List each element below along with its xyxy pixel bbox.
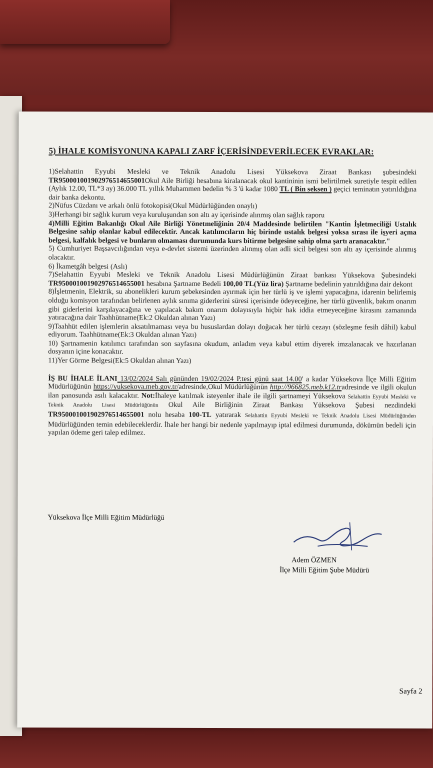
item-10: 10) Şartnamenin katılımcı tarafından son sayfasına okudum, anladım veya kabul ettim diyerek imzalanacak ve hazırlanan dosyanın içine konacaktır.	[48, 339, 417, 357]
item-2: 2)Nüfus Cüzdanı ve arkalı önlü fotokopisi(Okul Müdürlüğünden onaylı)	[48, 201, 258, 211]
item-9: 9)Taahhüt edilen işlemlerin aksatılmaması veya bu hususlardan dolayı doğacak her türlü cezayı (sözleşme fesih dâhil) kabul ediyorum. Taahhütname(Ek:3 Okuldan alınan Yazı)	[48, 322, 417, 340]
notice-paragraph: İŞ BU İHALE İLANI 13/02/2024 Salı gününden 19/02/2024 P.tesi günü saat 14.00' a kadar Yüksekova İlçe Milli Eğitim Müdürlüğünün https://yuksekova.meb.gov.tr/adresinde,Okul Müdürlüğünün http://966825.meb.k12.tradresinde ve ilgili okulun ilan panosunda asılı kalacaktır. Not:İhaleye katılmak isteyenler ihale ile ilgili şartnameyi Yüksekova Selahattin Eyyubi Mesleki ve Teknik Anadolu Lisesi Müdürlüğünün Okul Aile Birliğinin Ziraat Bankası Yüksekova Şubesi nezdindeki TR950001001902976514655001 nolu hesaba 100-TL yatırarak Selahattin Eyyubi Mesleki ve Teknik Anadolu Lisesi Müdürlüğünden Müdürlüğünden temin edebileceklerdir. İhale her hangi bir nedenle yapılmayıp iptal edilmesi durumunda, dökümün bedeli için yapılan ödeme geri talep edilmez.	[47, 374, 417, 438]
item-6: 6) İkametgâh belgesi (Aslı)	[48, 262, 128, 271]
section-heading: 5) İHALE KOMİSYONUNA KAPALI ZARF İÇERİSİNDEVERİLECEK EVRAKLAR:	[48, 145, 374, 157]
document-body	[48, 146, 417, 439]
item-8: 8)İşletmenin, Elektrik, su abonelikleri kurum şebekesinden ayırmak için her türlü iş ve işlemi yapacağına, idarenin belirlemiş olduğu komisyon tarafından belirlenen aylık sınıma giderlerini süresi içerisinde ödeyeceğine, her türlü güvenlik, bakım onarım gibi giderlerini karşılayacağına ve yapılacak bakım onarım dolayısıyla hiçbir hak iddia etmeyeceğine kirasını zamanında yatıracağına dair Taahhütname(Ek:2 Okuldan alınan Yazı)	[48, 287, 417, 323]
document-page	[17, 111, 433, 728]
item-3: 3)Herhangi bir sağlık kurum veya kuruluşundan son altı ay içerisinde alınmış olan sağlık raporu	[48, 210, 325, 220]
item-5: 5) Cumhuriyet Başsavcılığından veya e-devlet sistemi üzerinden alınmış olan adli sicil belgesi son altı ay içerisinde alınmış olacaktır.	[48, 244, 417, 262]
item-7: 7)Selahattin Eyyubi Mesleki ve Teknik Anadolu Lisesi Müdürlüğünün Ziraat bankası Yüksekova Şubesindeki TR950001001902976514655001 hesabına Şartname Bedeli 100,00 TL(Yüz lira) Şartname bedelinin yatırıldığına dair dekont	[48, 270, 417, 289]
item-11: 11)Yer Görme Belgesi(Ek:5 Okuldan alınan Yazı)	[48, 356, 192, 365]
item-4: 4)Milli Eğitim Bakanlığı Okul Aile Birliği Yönetmeliğinin 20/4 Maddesinde belirtilen "Kantin İşletmeciliği Ustalık Belgesine sahip olanlar kabul edilecektir. Ancak katılımcıların hiç birinde ustalık belgesi yoksa sırası ile işyeri açma belgesi, kalfalık belgesi ve bunların olmaması durumunda kurs bitirme belgesine sahip olma şartı aranacaktır."	[48, 219, 417, 246]
office-name: Yüksekova İlçe Milli Eğitim Müdürlüğü	[47, 513, 165, 522]
page-number: Sayfa 2	[399, 686, 423, 696]
item-1: 1)Selahattin Eyyubi Mesleki ve Teknik Anadolu Lisesi Yüksekova Ziraat Bankası şubesindeki TR950001001902976514655001Okul Aile Birliği hesabına kiralanacak okul kantininin ismi belirtilmek suretiyle tespit edilen (Aylık 12.00, TL*3 ay) 36.000 TL yıllık Muhammen bedelin % 3 'ü kadar 1080 TL ( Bin seksen ) geçici teminatın yatırıldığına dair banka dekontu.	[48, 167, 417, 202]
red-folder	[0, 0, 170, 44]
signer-name: Adem ÖZMEN	[291, 556, 337, 565]
tablecloth-bottom	[0, 728, 433, 768]
handwritten-signature	[290, 516, 386, 556]
signer-title: İlçe Milli Eğitim Şube Müdürü	[279, 566, 370, 575]
